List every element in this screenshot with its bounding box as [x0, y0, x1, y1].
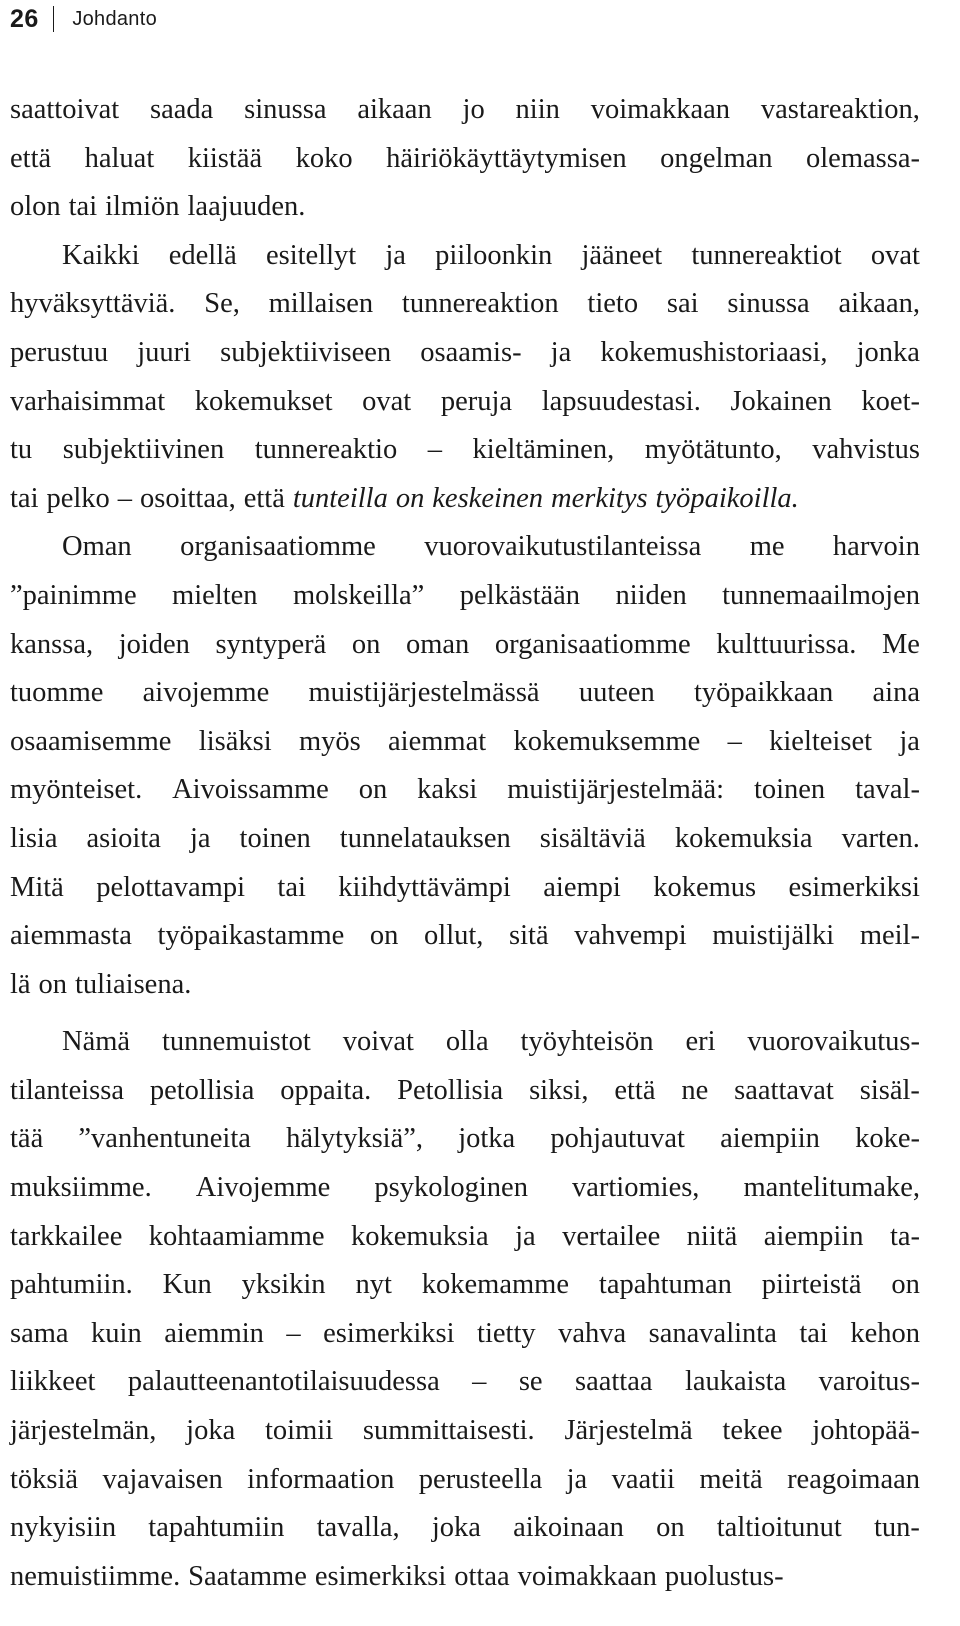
- paragraph: [10, 86, 920, 232]
- text-line: kanssa, joiden syntyperä on oman organisaatiomme kulttuurissa. Me: [10, 628, 920, 660]
- text-line: tai pelko – osoittaa, että tunteilla on keskeinen merkitys työpaikoilla.: [10, 482, 799, 514]
- text-line: tu subjektiivinen tunnereaktio – kieltäminen, myötätunto, vahvistus: [10, 434, 920, 466]
- text-line: tää ”vanhentuneita hälytyksiä”, jotka pohjautuvat aiempiin koke-: [10, 1123, 920, 1155]
- paragraph-gap: [10, 1009, 920, 1018]
- text-line: Oman organisaatiomme vuorovaikutustilanteissa me harvoin: [62, 531, 920, 563]
- text-line: liikkeet palautteenantotilaisuudessa – se saattaa laukaista varoitus-: [10, 1366, 920, 1398]
- text-line: tilanteissa petollisia oppaita. Petollisia siksi, että ne saattavat sisäl-: [10, 1074, 920, 1106]
- text-line: aiemmasta työpaikastamme on ollut, sitä vahvempi muistijälki meil-: [10, 920, 920, 952]
- text-line: myönteiset. Aivoissamme on kaksi muistijärjestelmää: toinen taval-: [10, 774, 920, 806]
- text-line: sama kuin aiemmin – esimerkiksi tietty vahva sanavalinta tai kehon: [10, 1317, 920, 1349]
- text-line: perustuu juuri subjektiiviseen osaamis- ja kokemushistoriaasi, jonka: [10, 336, 920, 368]
- text-line: nykyisiin tapahtumiin tavalla, joka aikoinaan on taltioitunut tun-: [10, 1512, 920, 1544]
- text-line: töksiä vajavaisen informaation perusteella ja vaatii meitä reagoimaan: [10, 1463, 920, 1495]
- text-line: tarkkailee kohtaamiamme kokemuksia ja vertailee niitä aiempiin ta-: [10, 1220, 920, 1252]
- text-line: ”painimme mielten molskeilla” pelkästään niiden tunnemaailmojen: [10, 579, 920, 611]
- running-head: Johdanto: [72, 7, 158, 30]
- text-line: tuomme aivojemme muistijärjestelmässä uuteen työpaikkaan aina: [10, 677, 920, 709]
- text-line: pahtumiin. Kun yksikin nyt kokemamme tapahtuman piirteistä on: [10, 1269, 920, 1301]
- text-line: nemuistiimme. Saatamme esimerkiksi ottaa voimakkaan puolustus-: [10, 1560, 784, 1592]
- text-line: hyväksyttäviä. Se, millaisen tunnereaktion tieto sai sinussa aikaan,: [10, 288, 920, 320]
- page-header: [10, 4, 157, 34]
- text-line: osaamisemme lisäksi myös aiemmat kokemuksemme – kielteiset ja: [10, 725, 920, 757]
- text-line: saattoivat saada sinussa aikaan jo niin voimakkaan vastareaktion,: [10, 94, 920, 125]
- text-line: Mitä pelottavampi tai kiihdyttävämpi aiempi kokemus esimerkiksi: [10, 871, 920, 903]
- text-line: lä on tuliaisena.: [10, 968, 192, 1000]
- body-text: [10, 86, 920, 1601]
- text-line: että haluat kiistää koko häiriökäyttäytymisen ongelman olemassa-: [10, 142, 920, 174]
- text-line: muksiimme. Aivojemme psykologinen vartiomies, mantelitumake,: [10, 1172, 920, 1204]
- paragraph: [10, 1018, 920, 1601]
- text-line: olon tai ilmiön laajuuden.: [10, 191, 306, 223]
- paragraph: [10, 232, 920, 524]
- text-line: Nämä tunnemuistot voivat olla työyhteisön eri vuorovaikutus-: [62, 1026, 920, 1058]
- paragraph: [10, 523, 920, 1009]
- text-line: järjestelmän, joka toimii summittaisesti. Järjestelmä tekee johtopää-: [10, 1415, 920, 1447]
- text-line: lisia asioita ja toinen tunnelatauksen sisältäviä kokemuksia varten.: [10, 822, 920, 854]
- text-line: Kaikki edellä esitellyt ja piiloonkin jääneet tunnereaktiot ovat: [62, 239, 920, 271]
- text-line: varhaisimmat kokemukset ovat peruja lapsuudestasi. Jokainen koet-: [10, 385, 920, 417]
- header-divider: [53, 6, 55, 32]
- page-number: 26: [10, 4, 39, 33]
